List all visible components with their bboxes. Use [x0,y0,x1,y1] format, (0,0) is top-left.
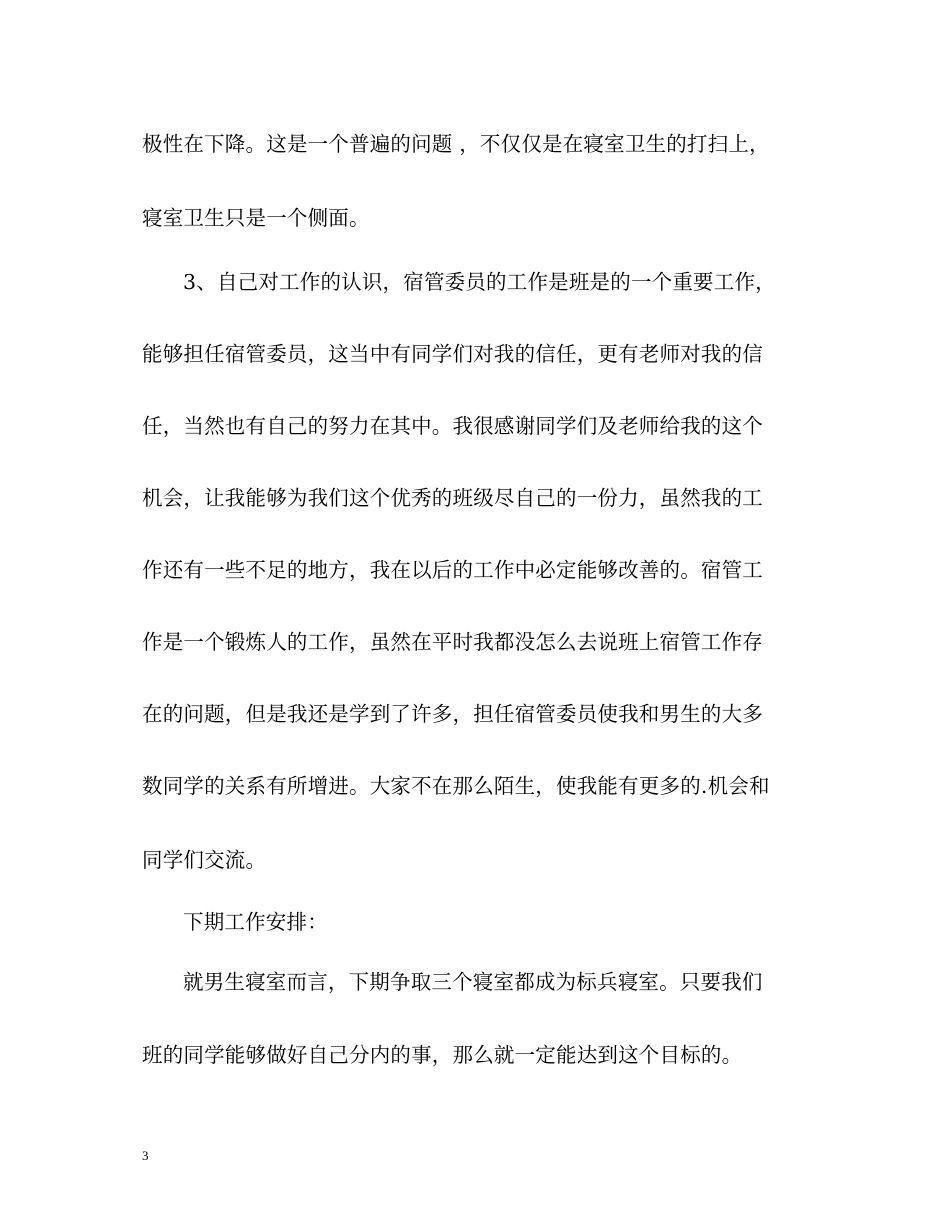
page-number: 3 [142,1148,149,1163]
text-line-4: 能够担任宿管委员，这当中有同学们对我的信任，更有老师对我的信 [142,342,763,366]
text-line-6: 机会，让我能够为我们这个优秀的班级尽自己的一份力，虽然我的工 [142,486,763,510]
text-line-14: 班的同学能够做好自己分内的事，那么就一定能达到这个目标的。 [142,1043,743,1067]
text-line-9: 在的问题，但是我还是学到了许多，担任宿管委员使我和男生的大多 [142,702,763,726]
text-line-1: 极性在下降。这是一个普遍的问题 ，不仅仅是在寝室卫生的打扫上， [142,132,770,156]
text-line-11: 同学们交流。 [142,848,267,872]
text-line-7: 作还有一些不足的地方，我在以后的工作中必定能够改善的。宿管工 [142,558,763,582]
text-line-5: 任，当然也有自己的努力在其中。我很感谢同学们及老师给我的这个 [142,414,763,438]
text-line-3: 3、自己对工作的认识，宿管委员的工作是班是的一个重要工作， [183,270,776,294]
section-heading: 下期工作安排： [183,910,328,934]
text-line-13: 就男生寝室而言，下期争取三个寝室都成为标兵寝室。只要我们 [183,970,763,994]
text-line-8: 作是一个锻炼人的工作，虽然在平时我都没怎么去说班上宿管工作存 [142,630,763,654]
text-line-10: 数同学的关系有所增进。大家不在那么陌生，使我能有更多的.机会和 [142,774,770,798]
text-line-2: 寝室卫生只是一个侧面。 [142,206,370,230]
